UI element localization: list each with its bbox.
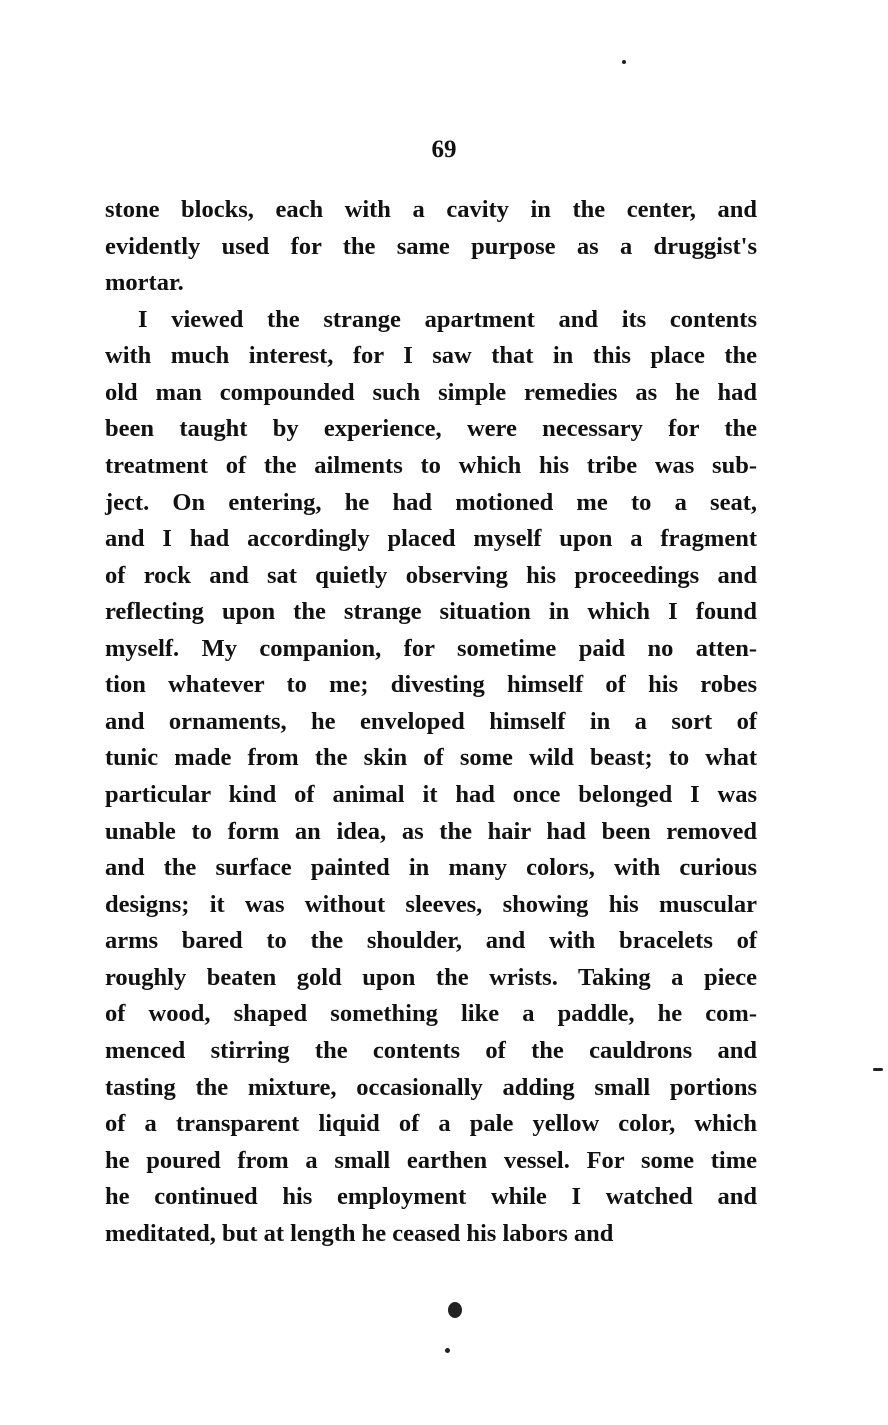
text-line: tasting the mixture, occasionally adding small portions xyxy=(105,1073,757,1101)
text-line: and the surface painted in many colors, with curious xyxy=(105,854,757,882)
text-line: menced stirring the contents of the cauldrons and xyxy=(105,1036,757,1064)
text-line: reflecting upon the strange situation in which I found xyxy=(105,598,757,626)
text-line: of wood, shaped something like a paddle, he com- xyxy=(105,1000,757,1028)
text-line: been taught by experience, were necessary for the xyxy=(105,415,757,443)
text-line: arms bared to the shoulder, and with bracelets of xyxy=(105,927,757,955)
text-line: he continued his employment while I watched and xyxy=(105,1183,757,1211)
text-line: with much interest, for I saw that in this place the xyxy=(105,342,757,370)
text-line: stone blocks, each with a cavity in the center, and xyxy=(105,196,757,223)
text-line: meditated, but at length he ceased his labors and xyxy=(105,1219,614,1247)
text-line: ject. On entering, he had motioned me to a seat, xyxy=(105,488,757,516)
text-line: particular kind of animal it had once belonged I was xyxy=(105,781,757,808)
text-line: unable to form an idea, as the hair had been removed xyxy=(105,817,757,845)
text-line: mortar. xyxy=(105,269,184,297)
text-line: of a transparent liquid of a pale yellow color, which xyxy=(105,1110,757,1138)
text-line: old man compounded such simple remedies as he had xyxy=(105,378,757,406)
text-line: he poured from a small earthen vessel. For some time xyxy=(105,1146,757,1174)
body-text xyxy=(105,192,757,1252)
text-line: evidently used for the same purpose as a druggist's xyxy=(105,232,757,260)
ink-speck xyxy=(445,1348,450,1353)
text-line: of rock and sat quietly observing his proceedings and xyxy=(105,561,757,589)
text-line: I viewed the strange apartment and its contents xyxy=(138,305,757,333)
text-line: and I had accordingly placed myself upon a fragment xyxy=(105,525,757,553)
text-line: tion whatever to me; divesting himself of his robes xyxy=(105,671,757,699)
text-line: treatment of the ailments to which his tribe was sub- xyxy=(105,451,757,479)
text-line: myself. My companion, for sometime paid no atten- xyxy=(105,634,757,662)
text-line: and ornaments, he enveloped himself in a sort of xyxy=(105,707,757,735)
text-line: designs; it was without sleeves, showing his muscular xyxy=(105,890,757,918)
text-line: tunic made from the skin of some wild beast; to what xyxy=(105,744,757,772)
page-number: 69 xyxy=(431,136,457,163)
text-line: roughly beaten gold upon the wrists. Taking a piece xyxy=(105,963,757,991)
ink-speck xyxy=(873,1068,883,1071)
ink-speck xyxy=(448,1302,462,1318)
ink-speck xyxy=(622,60,626,64)
